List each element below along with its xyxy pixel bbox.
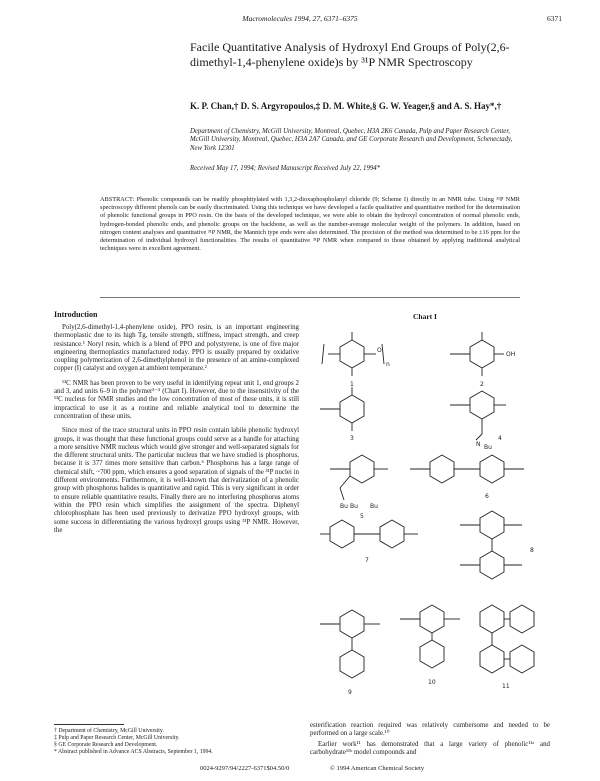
footnote-divider	[54, 724, 124, 725]
group-label: n	[386, 361, 390, 368]
structure-label: 1	[350, 381, 354, 388]
group-label: Bu	[350, 503, 358, 510]
journal-citation: Macromolecules 1994, 27, 6371–6375	[242, 14, 358, 23]
structure-label: 4	[498, 435, 502, 442]
structure-label: 2	[480, 381, 484, 388]
right-column-body	[310, 722, 550, 759]
group-label: O	[377, 347, 382, 354]
structure-label: 6	[485, 493, 489, 500]
left-column-body	[54, 324, 299, 541]
paragraph: ¹³C NMR has been proven to be very useful in identifying repeat unit 1, end groups 2 and 3, and units 6–9 in the polymer³⁻⁵ (Chart I). However, due to the insensitivity of the ¹³C nucleus for NMR studies and the low concentration of most of these units, it is still impractical to use it as a routine and reliable analytical tool to determine the concentration of these units.	[54, 379, 299, 420]
footnotes	[54, 728, 299, 756]
structure-label: 8	[530, 547, 534, 554]
abstract-divider	[100, 297, 520, 298]
footnote: * Abstract published in Advance ACS Abstracts, September 1, 1994.	[54, 749, 213, 755]
group-label: Bu	[484, 444, 492, 451]
group-label: N	[476, 441, 481, 448]
footnote: † Department of Chemistry, McGill University.	[54, 728, 164, 734]
footnote: ‡ Pulp and Paper Research Center, McGill University.	[54, 735, 180, 741]
chart-title: Chart I	[413, 312, 437, 321]
affiliations: Department of Chemistry, McGill University, Montreal, Quebec, H3A 2K6 Canada, Pulp and Paper Research Center, McGill University, Montreal, Quebec, H3A 2A7 Canada, and GE Corporate Research and Development, Schenectady, New York 12301	[190, 128, 513, 152]
author-list: K. P. Chan,† D. S. Argyropoulos,‡ D. M. White,§ G. W. Yeager,§ and A. S. Hay*,†	[190, 101, 502, 111]
structure-label: 3	[350, 435, 354, 442]
group-label: OH	[506, 351, 516, 358]
copyright: © 1994 American Chemical Society	[330, 765, 425, 772]
chemical-structures-chart	[310, 322, 550, 717]
article-code: 0024-9297/94/2227-6371$04.50/0	[200, 765, 290, 772]
structure-label: 9	[348, 689, 352, 696]
paragraph: esterification reaction required was relatively cumbersome and needed to be performed on a large scale.¹⁰	[310, 722, 550, 738]
abstract: ABSTRACT: Phenolic compounds can be readily phosphitylated with 1,3,2-dioxaphospholanyl chloride (9; Scheme I) directly in an NMR tube. Using ³¹P NMR spectroscopy different phenols can be easily discriminated. Using this technique we have developed a facile qualitative and quantitative method for the determination of phenolic functional groups in PPO resin. On the basis of the developed technique, we were able to obtain the hydroxyl concentration of normal phenolic ends, hydrogen-bonded phenolic ends, and phenolic groups on the backbone, as well as the number-average molecular weight of the polymers. In addition, based on nitrogen content analyses and quantitative ³¹P NMR, the Mannich type ends were also determined. The precision of the method was determined to be ±16 ppm for the determination of individual hydroxyl functionalities. The results of quantitative ³¹P NMR when compared to those obtained by applying traditional analytical techniques were in excellent agreement.	[100, 196, 520, 253]
paragraph: Earlier work¹¹ has demonstrated that a large variety of phenolic¹¹ᵃ and carbohydrate¹¹ᵇ model compounds and	[310, 740, 550, 756]
article-title: Facile Quantitative Analysis of Hydroxyl End Groups of Poly(2,6-dimethyl-1,4-phenylene oxide)s by ³¹P NMR Spectroscopy	[190, 40, 510, 69]
structures-drawing	[310, 322, 550, 717]
group-label: Bu	[370, 503, 378, 510]
structure-label: 11	[502, 683, 510, 690]
structure-label: 7	[365, 557, 369, 564]
footnote: § GE Corporate Research and Development.	[54, 742, 158, 748]
section-heading-introduction: Introduction	[54, 310, 98, 319]
structure-label: 10	[428, 679, 436, 686]
page-number: 6371	[547, 14, 562, 23]
structure-label: 5	[360, 513, 364, 520]
paragraph: Poly(2,6-dimethyl-1,4-phenylene oxide), PPO resin, is an important engineering thermoplastic due to its high Tg, tensile strength, stiffness, impact strength, and creep resistance.¹ Noryl resin, which is a blend of PPO and polystyrene, is one of five major engineering thermoplastics manufactured today. PPO is usually prepared by oxidative coupling polymerization of 2,6-dimethylphenol in the presence of an amine-complexed copper (I) catalyst and oxygen at ambient temperature.²	[54, 324, 299, 373]
group-label: Bu	[340, 503, 348, 510]
received-dates: Received May 17, 1994; Revised Manuscript Received July 22, 1994*	[190, 165, 381, 172]
paragraph: Since most of the trace structural units in PPO resin contain labile phenolic hydroxyl groups, it was thought that these functional groups could serve as a handle for attaching a more sensitive NMR nucleus which would give stronger and well-separated signals for the different structural units. The particular nucleus that we have studied is phosphorus, because it is 377 times more sensitive than carbon.⁶ Phosphorus has a large range of chemical shift, ~700 ppm, which ensures a good separation of signals of the ³¹P nuclei in different environments. Furthermore, it is well-known that derivatization of a phenolic group with phosphorus halides is quantitative and rapid. This is very significant in order to ensure reliable quantitative results. Finally there are no interfering phosphorus atoms within the PPO resin which simplifies the assignment of the spectra. Diphenyl chlorophosphate has been used previously to derivatize PPO hydroxyl groups, with some success in differentiating the various hydroxyl groups using ³¹P NMR. However, the	[54, 427, 299, 534]
